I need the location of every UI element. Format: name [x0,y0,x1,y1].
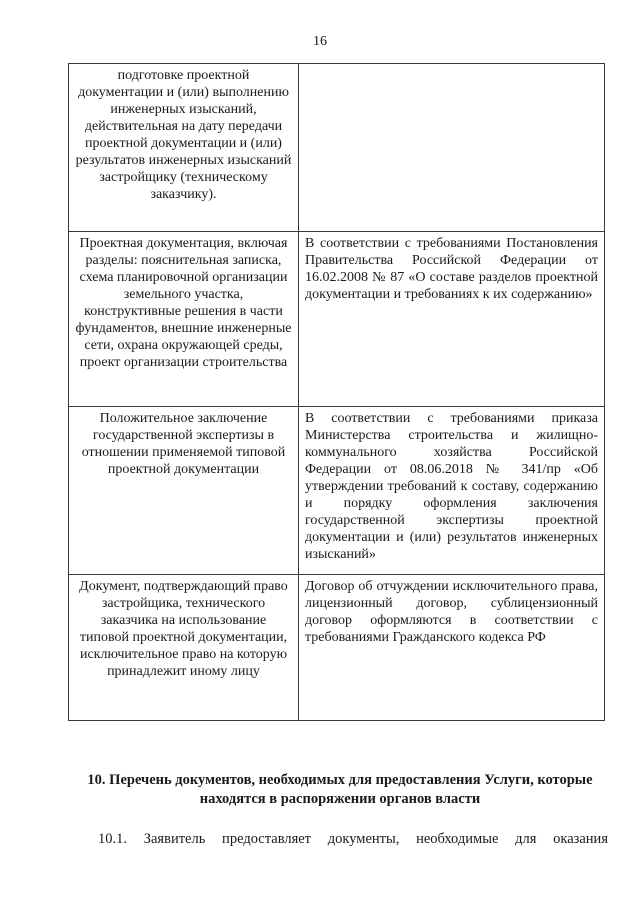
document-name-cell: Документ, подтверждающий право застройщика, технического заказчика на использование типовой проектной документации, исключительное право на которую принадлежит иному лицу [69,575,299,721]
table-row [69,407,605,575]
document-requirements-cell [299,64,605,232]
table-row [69,575,605,721]
document-name-cell: подготовке проектной документации и (или) выполнению инженерных изысканий, действительная на дату передачи проектной документации и (или) результатов инженерных изысканий застройщику (техническому заказчику). [69,64,299,232]
document-requirements-cell: Договор об отчуждении исключительного права, лицензионный договор, сублицензионный договор оформляются в соответствии с требованиями Гражданского кодекса РФ [299,575,605,721]
table-row [69,232,605,407]
document-requirements-cell: В соответствии с требованиями приказа Министерства строительства и жилищно-коммунального хозяйства Российской Федерации от 08.06.2018 № 341/пр «Об утверждении требований к составу, содержанию и порядку оформления заключения государственной экспертизы проектной документации и (или) результатов инженерных изысканий» [299,407,605,575]
table-row [69,64,605,232]
section-heading: 10. Перечень документов, необходимых для предоставления Услуги, которые находятся в распоряжении органов власти [87,772,593,807]
documents-table [68,63,605,721]
document-name-cell: Проектная документация, включая разделы: пояснительная записка, схема планировочной организации земельного участка, конструктивные решения в части фундаментов, внешние инженерные сети, охрана окружающей среды, проект организации строительства [69,232,299,407]
document-requirements-cell: В соответствии с требованиями Постановления Правительства Российской Федерации от 16.02.2008 № 87 «О составе разделов проектной документации и требованиях к их содержанию» [299,232,605,407]
section-paragraph: 10.1. Заявитель предоставляет документы, необходимые для оказания [98,831,608,847]
document-name-cell: Положительное заключение государственной экспертизы в отношении применяемой типовой проектной документации [69,407,299,575]
page-number: 16 [313,34,327,49]
